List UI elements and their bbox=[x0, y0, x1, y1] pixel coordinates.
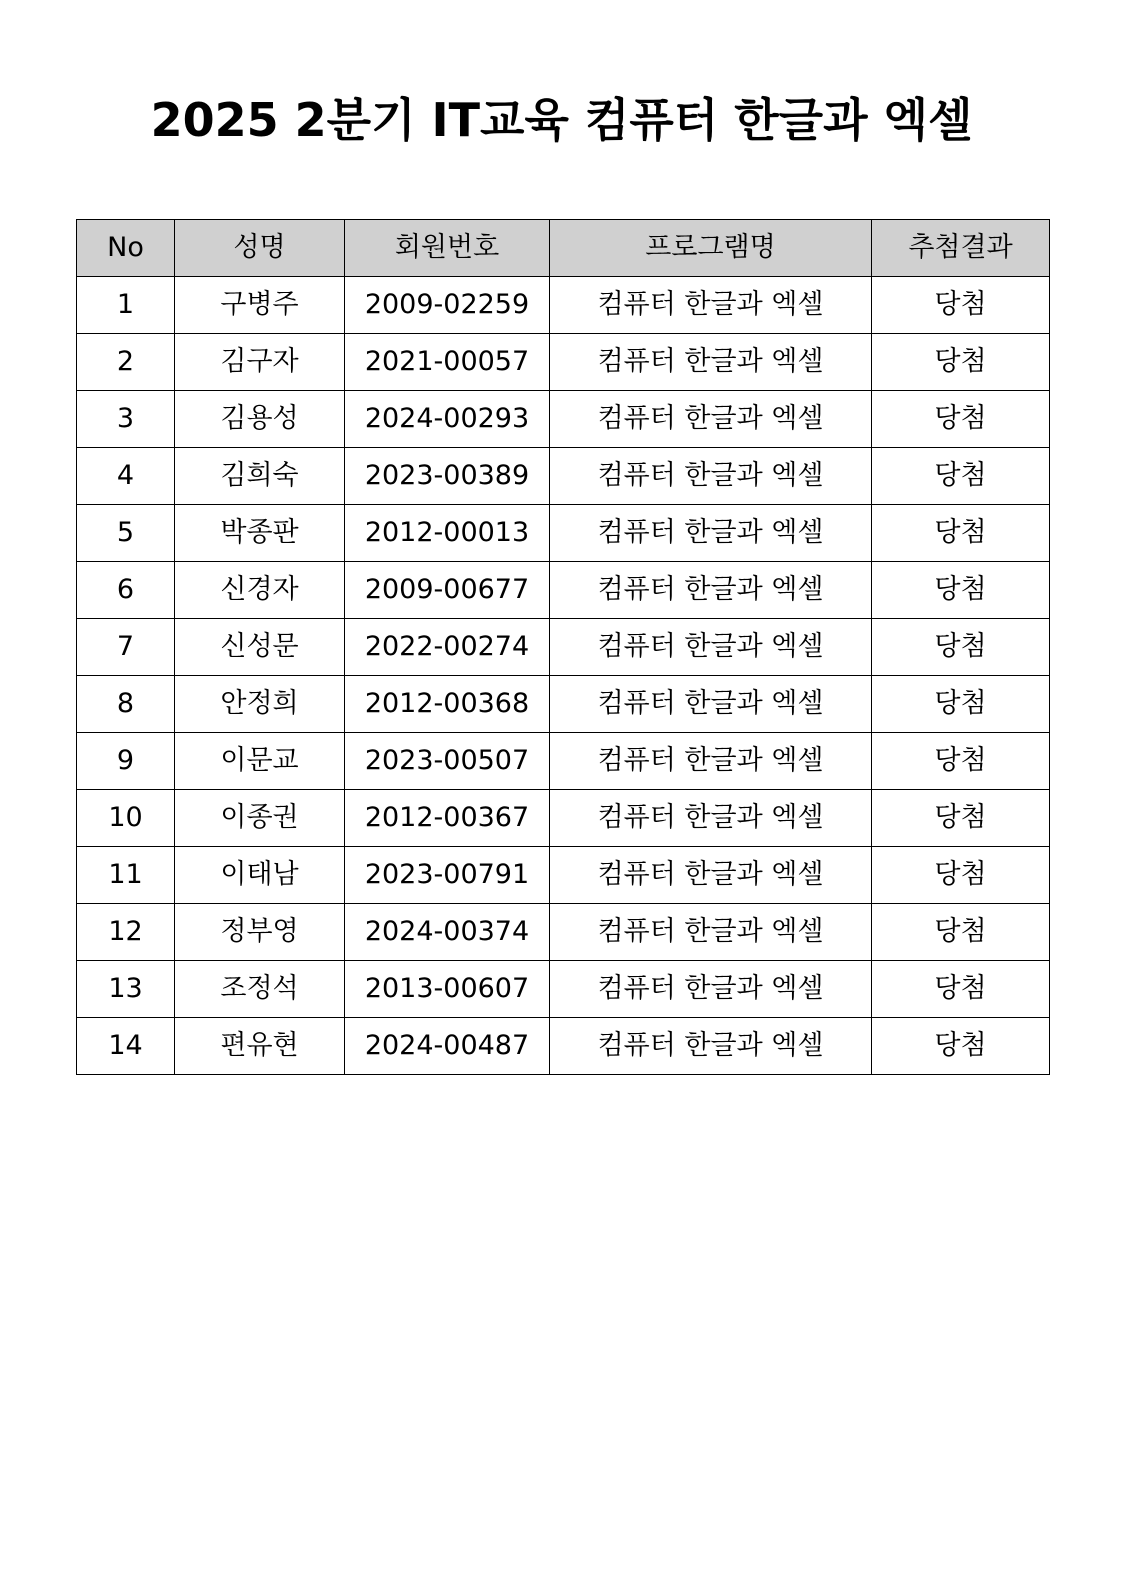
cell-member-id: 2022-00274 bbox=[345, 619, 550, 676]
cell-name: 이문교 bbox=[175, 733, 345, 790]
cell-name: 박종판 bbox=[175, 505, 345, 562]
cell-no: 3 bbox=[77, 391, 175, 448]
cell-no: 6 bbox=[77, 562, 175, 619]
header-row bbox=[77, 220, 1050, 277]
cell-result: 당첨 bbox=[872, 790, 1050, 847]
cell-name: 김희숙 bbox=[175, 448, 345, 505]
cell-member-id: 2023-00791 bbox=[345, 847, 550, 904]
table-row bbox=[77, 676, 1050, 733]
cell-program: 컴퓨터 한글과 엑셀 bbox=[550, 790, 872, 847]
table-row bbox=[77, 277, 1050, 334]
cell-program: 컴퓨터 한글과 엑셀 bbox=[550, 505, 872, 562]
cell-no: 8 bbox=[77, 676, 175, 733]
header-no: No bbox=[77, 220, 175, 277]
cell-result: 당첨 bbox=[872, 334, 1050, 391]
table-row bbox=[77, 847, 1050, 904]
header-name: 성명 bbox=[175, 220, 345, 277]
cell-program: 컴퓨터 한글과 엑셀 bbox=[550, 676, 872, 733]
cell-result: 당첨 bbox=[872, 961, 1050, 1018]
cell-member-id: 2012-00368 bbox=[345, 676, 550, 733]
table-header bbox=[77, 220, 1050, 277]
cell-result: 당첨 bbox=[872, 676, 1050, 733]
table-row bbox=[77, 1018, 1050, 1075]
cell-member-id: 2009-02259 bbox=[345, 277, 550, 334]
cell-name: 김용성 bbox=[175, 391, 345, 448]
cell-no: 10 bbox=[77, 790, 175, 847]
cell-no: 1 bbox=[77, 277, 175, 334]
cell-result: 당첨 bbox=[872, 562, 1050, 619]
table-row bbox=[77, 562, 1050, 619]
cell-result: 당첨 bbox=[872, 733, 1050, 790]
lottery-results-table bbox=[76, 219, 1050, 1075]
cell-no: 7 bbox=[77, 619, 175, 676]
cell-result: 당첨 bbox=[872, 505, 1050, 562]
cell-name: 김구자 bbox=[175, 334, 345, 391]
cell-no: 4 bbox=[77, 448, 175, 505]
cell-member-id: 2024-00487 bbox=[345, 1018, 550, 1075]
table-row bbox=[77, 505, 1050, 562]
cell-name: 편유현 bbox=[175, 1018, 345, 1075]
cell-no: 13 bbox=[77, 961, 175, 1018]
cell-member-id: 2012-00013 bbox=[345, 505, 550, 562]
table-row bbox=[77, 448, 1050, 505]
table-row bbox=[77, 334, 1050, 391]
cell-member-id: 2012-00367 bbox=[345, 790, 550, 847]
table-row bbox=[77, 904, 1050, 961]
cell-program: 컴퓨터 한글과 엑셀 bbox=[550, 904, 872, 961]
cell-program: 컴퓨터 한글과 엑셀 bbox=[550, 391, 872, 448]
cell-program: 컴퓨터 한글과 엑셀 bbox=[550, 277, 872, 334]
cell-name: 정부영 bbox=[175, 904, 345, 961]
header-result: 추첨결과 bbox=[872, 220, 1050, 277]
page-title: 2025 2분기 IT교육 컴퓨터 한글과 엑셀 bbox=[150, 93, 973, 147]
cell-program: 컴퓨터 한글과 엑셀 bbox=[550, 334, 872, 391]
cell-result: 당첨 bbox=[872, 619, 1050, 676]
table-row bbox=[77, 391, 1050, 448]
cell-result: 당첨 bbox=[872, 391, 1050, 448]
cell-program: 컴퓨터 한글과 엑셀 bbox=[550, 448, 872, 505]
cell-name: 조정석 bbox=[175, 961, 345, 1018]
cell-member-id: 2024-00293 bbox=[345, 391, 550, 448]
cell-result: 당첨 bbox=[872, 277, 1050, 334]
cell-result: 당첨 bbox=[872, 448, 1050, 505]
cell-member-id: 2013-00607 bbox=[345, 961, 550, 1018]
cell-name: 이종권 bbox=[175, 790, 345, 847]
table-row bbox=[77, 961, 1050, 1018]
cell-member-id: 2023-00507 bbox=[345, 733, 550, 790]
cell-result: 당첨 bbox=[872, 1018, 1050, 1075]
cell-name: 구병주 bbox=[175, 277, 345, 334]
cell-name: 안정희 bbox=[175, 676, 345, 733]
header-member-id: 회원번호 bbox=[345, 220, 550, 277]
cell-name: 이태남 bbox=[175, 847, 345, 904]
cell-no: 9 bbox=[77, 733, 175, 790]
cell-no: 14 bbox=[77, 1018, 175, 1075]
cell-member-id: 2021-00057 bbox=[345, 334, 550, 391]
cell-program: 컴퓨터 한글과 엑셀 bbox=[550, 562, 872, 619]
cell-member-id: 2009-00677 bbox=[345, 562, 550, 619]
cell-no: 12 bbox=[77, 904, 175, 961]
cell-result: 당첨 bbox=[872, 847, 1050, 904]
cell-name: 신경자 bbox=[175, 562, 345, 619]
cell-name: 신성문 bbox=[175, 619, 345, 676]
header-program: 프로그램명 bbox=[550, 220, 872, 277]
cell-no: 11 bbox=[77, 847, 175, 904]
cell-member-id: 2023-00389 bbox=[345, 448, 550, 505]
cell-program: 컴퓨터 한글과 엑셀 bbox=[550, 733, 872, 790]
cell-program: 컴퓨터 한글과 엑셀 bbox=[550, 847, 872, 904]
cell-program: 컴퓨터 한글과 엑셀 bbox=[550, 961, 872, 1018]
cell-result: 당첨 bbox=[872, 904, 1050, 961]
table-row bbox=[77, 733, 1050, 790]
cell-no: 2 bbox=[77, 334, 175, 391]
cell-program: 컴퓨터 한글과 엑셀 bbox=[550, 1018, 872, 1075]
cell-no: 5 bbox=[77, 505, 175, 562]
cell-program: 컴퓨터 한글과 엑셀 bbox=[550, 619, 872, 676]
table-row bbox=[77, 619, 1050, 676]
table-row bbox=[77, 790, 1050, 847]
cell-member-id: 2024-00374 bbox=[345, 904, 550, 961]
table-body bbox=[77, 277, 1050, 1075]
